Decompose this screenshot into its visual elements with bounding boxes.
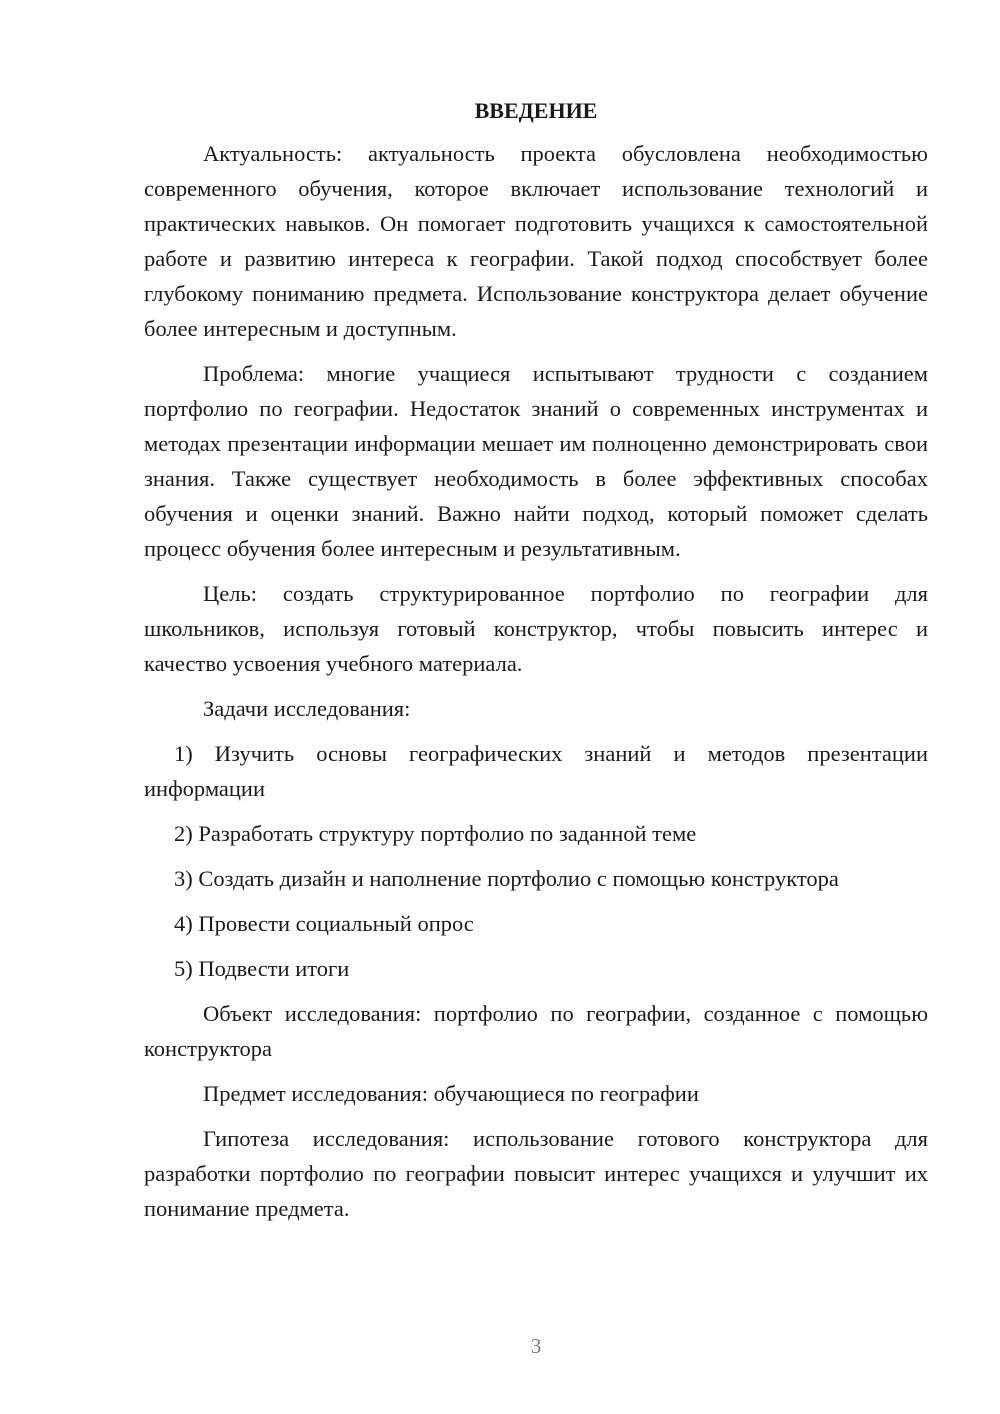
- task-item-4: 4) Провести социальный опрос: [174, 911, 474, 936]
- task-item-5: 5) Подвести итоги: [174, 956, 350, 981]
- goal-paragraph: Цель: создать структурированное портфолио по географии для школьников, используя готовый конструктор, чтобы повысить интерес и качество усвоения учебного материала.: [144, 581, 928, 676]
- task-item-3: 3) Создать дизайн и наполнение портфолио с помощью конструктора: [174, 866, 839, 891]
- page-content: [144, 96, 928, 1236]
- problem-paragraph: Проблема: многие учащиеся испытывают трудности с созданием портфолио по географии. Недостаток знаний о современных инструментах и методах презентации информации мешает им полноценно демонстрировать свои знания. Также существует необходимость в более эффективных способах обучения и оценки знаний. Важно найти подход, который поможет сделать процесс обучения более интересным и результативным.: [144, 361, 928, 561]
- hypothesis-paragraph: Гипотеза исследования: использование готового конструктора для разработки портфолио по географии повысит интерес учащихся и улучшит их понимание предмета.: [144, 1126, 928, 1221]
- tasks-heading: Задачи исследования:: [203, 696, 411, 721]
- task-item-1: 1) Изучить основы географических знаний и методов презентации информации: [144, 741, 928, 801]
- relevance-paragraph: Актуальность: актуальность проекта обусловлена необходимостью современного обучения, которое включает использование технологий и практических навыков. Он помогает подготовить учащихся к самостоятельной работе и развитию интереса к географии. Такой подход способствует более глубокому пониманию предмета. Использование конструктора делает обучение более интересным и доступным.: [144, 141, 928, 341]
- section-title: ВВЕДЕНИЕ: [474, 98, 598, 123]
- page-number: 3: [530, 1334, 542, 1358]
- object-paragraph: Объект исследования: портфолио по географии, созданное с помощью конструктора: [144, 1001, 928, 1061]
- subject-paragraph: Предмет исследования: обучающиеся по географии: [203, 1081, 699, 1106]
- task-item-2: 2) Разработать структуру портфолио по заданной теме: [174, 821, 697, 846]
